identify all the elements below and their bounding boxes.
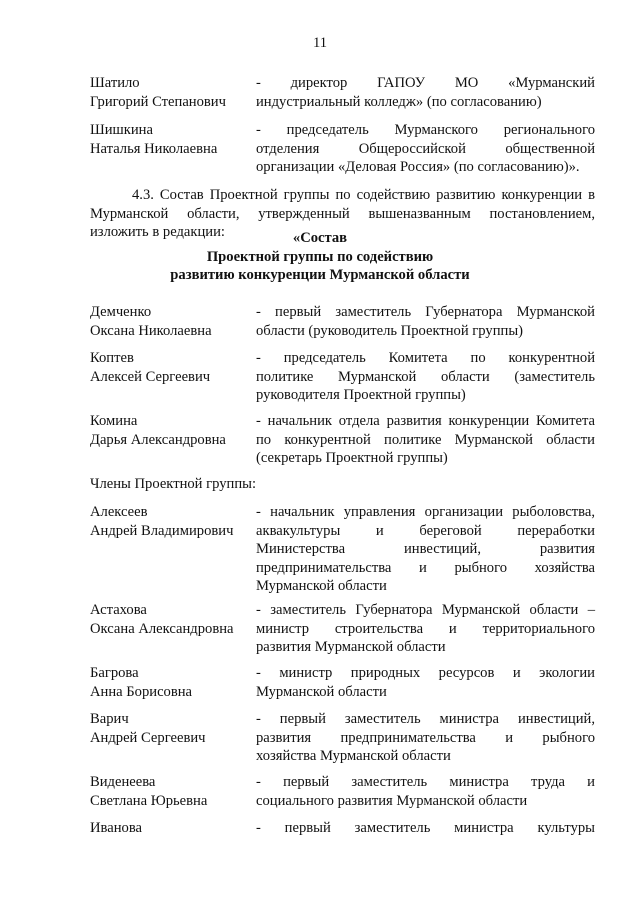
role-line: - начальник отдела развития конкуренции Комитета bbox=[256, 413, 595, 429]
role-line: - председатель Комитета по конкурентной bbox=[256, 350, 595, 366]
member-surname: Комина bbox=[90, 413, 138, 429]
role-line: отделения Общероссийской общественной bbox=[256, 140, 595, 157]
member-given-names: Дарья Александровна bbox=[90, 431, 226, 448]
member-role bbox=[256, 303, 595, 340]
member-role bbox=[256, 503, 595, 596]
member-surname: Багрова bbox=[90, 665, 139, 681]
member-given-names: Оксана Николаевна bbox=[90, 322, 212, 339]
member-name bbox=[90, 710, 256, 747]
role-line: Мурманской области bbox=[256, 683, 387, 700]
role-line: - председатель Мурманского регионального bbox=[256, 122, 595, 138]
role-line: области (руководитель Проектной группы) bbox=[256, 322, 523, 339]
role-line: - министр природных ресурсов и экологии bbox=[256, 665, 595, 681]
role-line: руководителя Проектной группы) bbox=[256, 387, 466, 403]
member-name bbox=[90, 503, 256, 540]
member-name bbox=[90, 664, 256, 701]
role-line: хозяйства Мурманской области bbox=[256, 748, 451, 764]
member-surname: Шатило bbox=[90, 75, 140, 91]
member-given-names: Оксана Александровна bbox=[90, 620, 234, 637]
member-surname: Астахова bbox=[90, 602, 147, 618]
member-name bbox=[90, 819, 256, 838]
member-role bbox=[256, 601, 595, 657]
heading-line: развитию конкуренции Мурманской области bbox=[170, 267, 470, 283]
member-given-names: Алексей Сергеевич bbox=[90, 368, 211, 385]
member-role bbox=[256, 819, 595, 838]
role-line: социального развития Мурманской области bbox=[256, 792, 528, 809]
role-line: - начальник управления организации рыболовства, bbox=[256, 504, 595, 520]
member-name bbox=[90, 349, 256, 386]
role-line: развития предпринимательства и рыбного bbox=[256, 729, 595, 746]
member-role bbox=[256, 412, 595, 468]
role-line: Мурманской области bbox=[256, 578, 387, 594]
member-given-names: Андрей Владимирович bbox=[90, 522, 234, 539]
role-line: индустриальный колледж» (по согласованию) bbox=[256, 93, 542, 110]
role-line: организации «Деловая Россия» (по согласованию)». bbox=[256, 159, 580, 175]
member-name bbox=[90, 303, 256, 340]
member-role bbox=[256, 664, 595, 701]
member-name bbox=[90, 74, 256, 111]
role-line: - заместитель Губернатора Мурманской области – bbox=[256, 602, 595, 618]
member-given-names: Наталья Николаевна bbox=[90, 140, 218, 157]
page-number: 11 bbox=[312, 35, 328, 51]
role-line: - директор ГАПОУ МО «Мурманский bbox=[256, 75, 595, 91]
member-role bbox=[256, 349, 595, 405]
members-label: Члены Проектной группы: bbox=[90, 476, 257, 492]
member-surname: Иванова bbox=[90, 820, 142, 836]
paragraph-line: изложить в редакции: bbox=[90, 224, 225, 240]
member-name bbox=[90, 121, 256, 158]
member-surname: Алексеев bbox=[90, 504, 148, 520]
member-role bbox=[256, 74, 595, 111]
member-surname: Виденеева bbox=[90, 774, 156, 790]
member-given-names: Светлана Юрьевна bbox=[90, 792, 208, 809]
member-role bbox=[256, 121, 595, 177]
role-line: развития Мурманской области bbox=[256, 639, 446, 655]
role-line: министр строительства и территориального bbox=[256, 620, 595, 637]
member-surname: Демченко bbox=[90, 304, 152, 320]
member-given-names: Андрей Сергеевич bbox=[90, 729, 206, 746]
member-surname: Шишкина bbox=[90, 122, 153, 138]
role-line: по конкурентной политике Мурманской области bbox=[256, 431, 595, 448]
paragraph-line: Мурманской области, утвержденный вышеназванным постановлением, bbox=[90, 205, 595, 222]
member-surname: Варич bbox=[90, 711, 129, 727]
role-line: политике Мурманской области (заместитель bbox=[256, 368, 595, 385]
member-given-names: Анна Борисовна bbox=[90, 683, 193, 700]
role-line: аквакультуры и береговой переработки bbox=[256, 522, 595, 539]
member-role bbox=[256, 773, 595, 810]
paragraph-line: 4.3. Состав Проектной группы по содействию развитию конкуренции в bbox=[132, 187, 595, 203]
role-line: Министерства инвестиций, развития bbox=[256, 541, 595, 557]
member-surname: Коптев bbox=[90, 350, 134, 366]
member-given-names: Григорий Степанович bbox=[90, 93, 226, 110]
member-name bbox=[90, 601, 256, 638]
member-role bbox=[256, 710, 595, 766]
heading-line: «Состав bbox=[292, 230, 348, 246]
role-line: - первый заместитель министра инвестиций, bbox=[256, 711, 595, 727]
role-line: - первый заместитель министра труда и bbox=[256, 774, 595, 790]
member-name bbox=[90, 773, 256, 810]
role-line: (секретарь Проектной группы) bbox=[256, 450, 448, 466]
role-line: - первый заместитель Губернатора Мурманской bbox=[256, 304, 595, 320]
composition-heading bbox=[0, 229, 640, 285]
role-line: - первый заместитель министра культуры bbox=[256, 820, 595, 836]
heading-line: Проектной группы по содействию bbox=[206, 248, 434, 265]
role-line: предпринимательства и рыбного хозяйства bbox=[256, 559, 595, 576]
member-name bbox=[90, 412, 256, 449]
